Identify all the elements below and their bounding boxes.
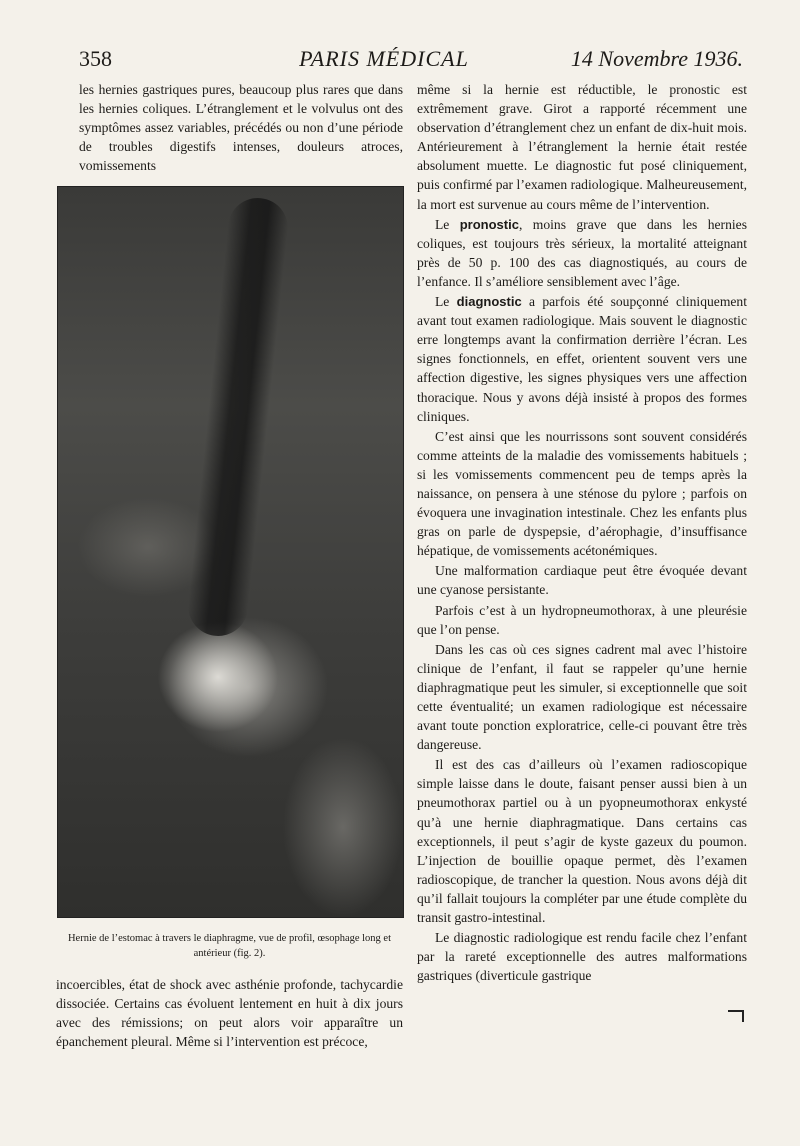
page-header: [79, 46, 743, 80]
paragraph: Parfois c’est à un hydropneumothorax, à une pleurésie que l’on pense.: [417, 602, 747, 637]
paragraph: les hernies gastriques pures, beaucoup plus rares que dans les hernies coliques. L’étranglement et le volvulus ont des symptômes assez variables, précédés ou non d’une période de troubles digestifs intenses, douleurs atroces, vomissements: [79, 82, 403, 174]
lead-word: Le: [435, 216, 450, 232]
lead-word: Le: [435, 294, 450, 310]
journal-title: PARIS MÉDICAL: [299, 46, 469, 71]
issue-date: 14 Novembre 1936.: [570, 46, 743, 71]
radiograph-image: [57, 186, 404, 918]
paragraph-text: , moins grave que dans les hernies coliques, est toujours très sérieux, la mortalité atteignant près de 50 p. 100 des cas diagnostiqués, au cours de l’enfance. Il s’améliore sensiblement avec l’âge.: [417, 216, 747, 289]
left-column-top: [79, 80, 403, 175]
paragraph: Il est des cas d’ailleurs où l’examen radioscopique simple laisse dans le doute, faisant penser aussi bien à un pneumothorax partiel ou à un pyopneumothorax enkysté qu’à une hernie diaphragmatique. Dans certains cas exceptionnels, il peut s’agir de kyste gazeux du poumon. L’injection de bouillie opaque permet, dès l’examen radioscopique, de trancher la question. Nous avons déjà dit qu’il fallait toujours la compléter par une étude complète du transit gastro-intestinal.: [417, 757, 747, 926]
oesophagus-shadow: [185, 195, 291, 639]
left-column-bottom: [56, 975, 403, 1051]
figure-caption: Hernie de l’estomac à travers le diaphragme, vue de profil, œsophage long et antérieur (fig. 2).: [67, 933, 392, 959]
paragraph-pronostic: [417, 215, 747, 291]
page-number: 358: [79, 46, 112, 71]
paragraph: C’est ainsi que les nourrissons sont souvent considérés comme atteints de la maladie des vomissements habituels ; si les vomissements commencent peu de temps après la naissance, on pensera à une sténose du pylore ; parfois on évoquera une invagination intestinale. Chez les enfants plus gras on parle de dyspepsie, d’aérophagie, d’insuffisance hépatique, de vomissements acétonémiques.: [417, 428, 747, 559]
right-column: [417, 80, 747, 985]
corner-mark: [728, 1010, 744, 1022]
paragraph: même si la hernie est réductible, le pronostic est extrêmement grave. Girot a rapporté récemment une observation d’étranglement chez un enfant de dix-huit mois. Antérieurement à l’étranglement la hernie était restée absolument muette. Le diagnostic fut posé cliniquement, puis confirmé par l’examen radiologique. Malheureusement, la mort est survenue au cours même de l’intervention.: [417, 82, 747, 212]
paragraph: Dans les cas où ces signes cadrent mal avec l’histoire clinique de l’enfant, il faut se rappeler qu’une hernie diaphragmatique peut les simuler, si exceptionnelle que soit cette éventualité; un examen radiologique est nécessaire avant toute ponction exploratrice, celle-ci pouvant être très dangereuse.: [417, 641, 747, 753]
paragraph-text: a parfois été soupçonné cliniquement avant tout examen radiologique. Mais souvent le diagnostic erre longtemps avant la confirmation derrière l’écran. Les signes fonctionnels, en effet, orientent souvent vers une affection digestive, les signes physiques vers une affection thoracique. Nous y avons déjà insisté à propos des formes cliniques.: [417, 294, 747, 424]
paragraph: Une malformation cardiaque peut être évoquée devant une cyanose persistante.: [417, 563, 747, 598]
paragraph: incoercibles, état de shock avec asthénie profonde, tachycardie dissociée. Certains cas évoluent lentement en huit à dix jours avec des rémissions; on peut alors voir apparaître un épanchement pleural. Même si l’intervention est précoce,: [56, 977, 403, 1050]
keyword-pronostic: pronostic: [459, 216, 519, 232]
keyword-diagnostic: diagnostic: [456, 294, 522, 310]
paragraph-diagnostic: [417, 292, 747, 426]
paragraph: Le diagnostic radiologique est rendu facile chez l’enfant par la rareté exceptionnelle des autres malformations gastriques (diverticule gastrique: [417, 930, 747, 984]
